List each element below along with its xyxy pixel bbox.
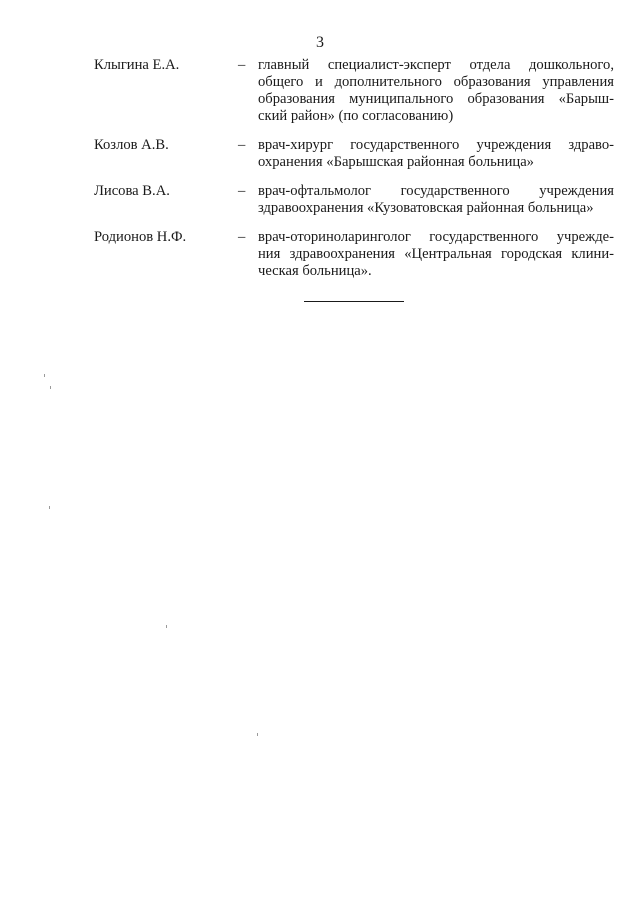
position-line: ния здравоохранения «Центральная городская клини- [258, 246, 614, 262]
member-list [94, 57, 614, 292]
position-line: врач-оториноларинголог государственного учрежде- [258, 229, 614, 245]
member-position [258, 57, 614, 125]
position-line: врач-хирург государственного учреждения здраво- [258, 137, 614, 153]
position-line: ский район» (по согласованию) [258, 108, 454, 124]
member-position [258, 229, 614, 280]
member-position [258, 137, 614, 171]
position-line: врач-офтальмолог государственного учреждения [258, 183, 614, 199]
position-line: главный специалист-эксперт отдела дошкольного, [258, 57, 614, 73]
dash-separator: – [238, 137, 246, 153]
position-line: здравоохранения «Кузоватовская районная больница» [258, 200, 594, 216]
closing-rule [304, 301, 404, 302]
member-name: Лисова В.А. [94, 183, 170, 199]
scan-speck [50, 386, 51, 389]
list-item [94, 229, 614, 280]
position-line: общего и дополнительного образования управления [258, 74, 614, 90]
scan-speck [257, 733, 258, 736]
position-line: ческая больница». [258, 263, 372, 279]
dash-separator: – [238, 57, 246, 73]
scan-speck [49, 506, 50, 509]
position-line: охранения «Барышская районная больница» [258, 154, 534, 170]
position-line: образования муниципального образования «Барыш- [258, 91, 614, 107]
dash-separator: – [238, 183, 246, 199]
member-name: Родионов Н.Ф. [94, 229, 187, 245]
list-item [94, 57, 614, 125]
member-name: Клыгина Е.А. [94, 57, 180, 73]
list-item [94, 137, 614, 171]
page-number: 3 [316, 34, 324, 51]
scan-speck [44, 374, 45, 377]
member-name: Козлов А.В. [94, 137, 169, 153]
member-position [258, 183, 614, 217]
list-item [94, 183, 614, 217]
scan-speck [166, 625, 167, 628]
dash-separator: – [238, 229, 246, 245]
